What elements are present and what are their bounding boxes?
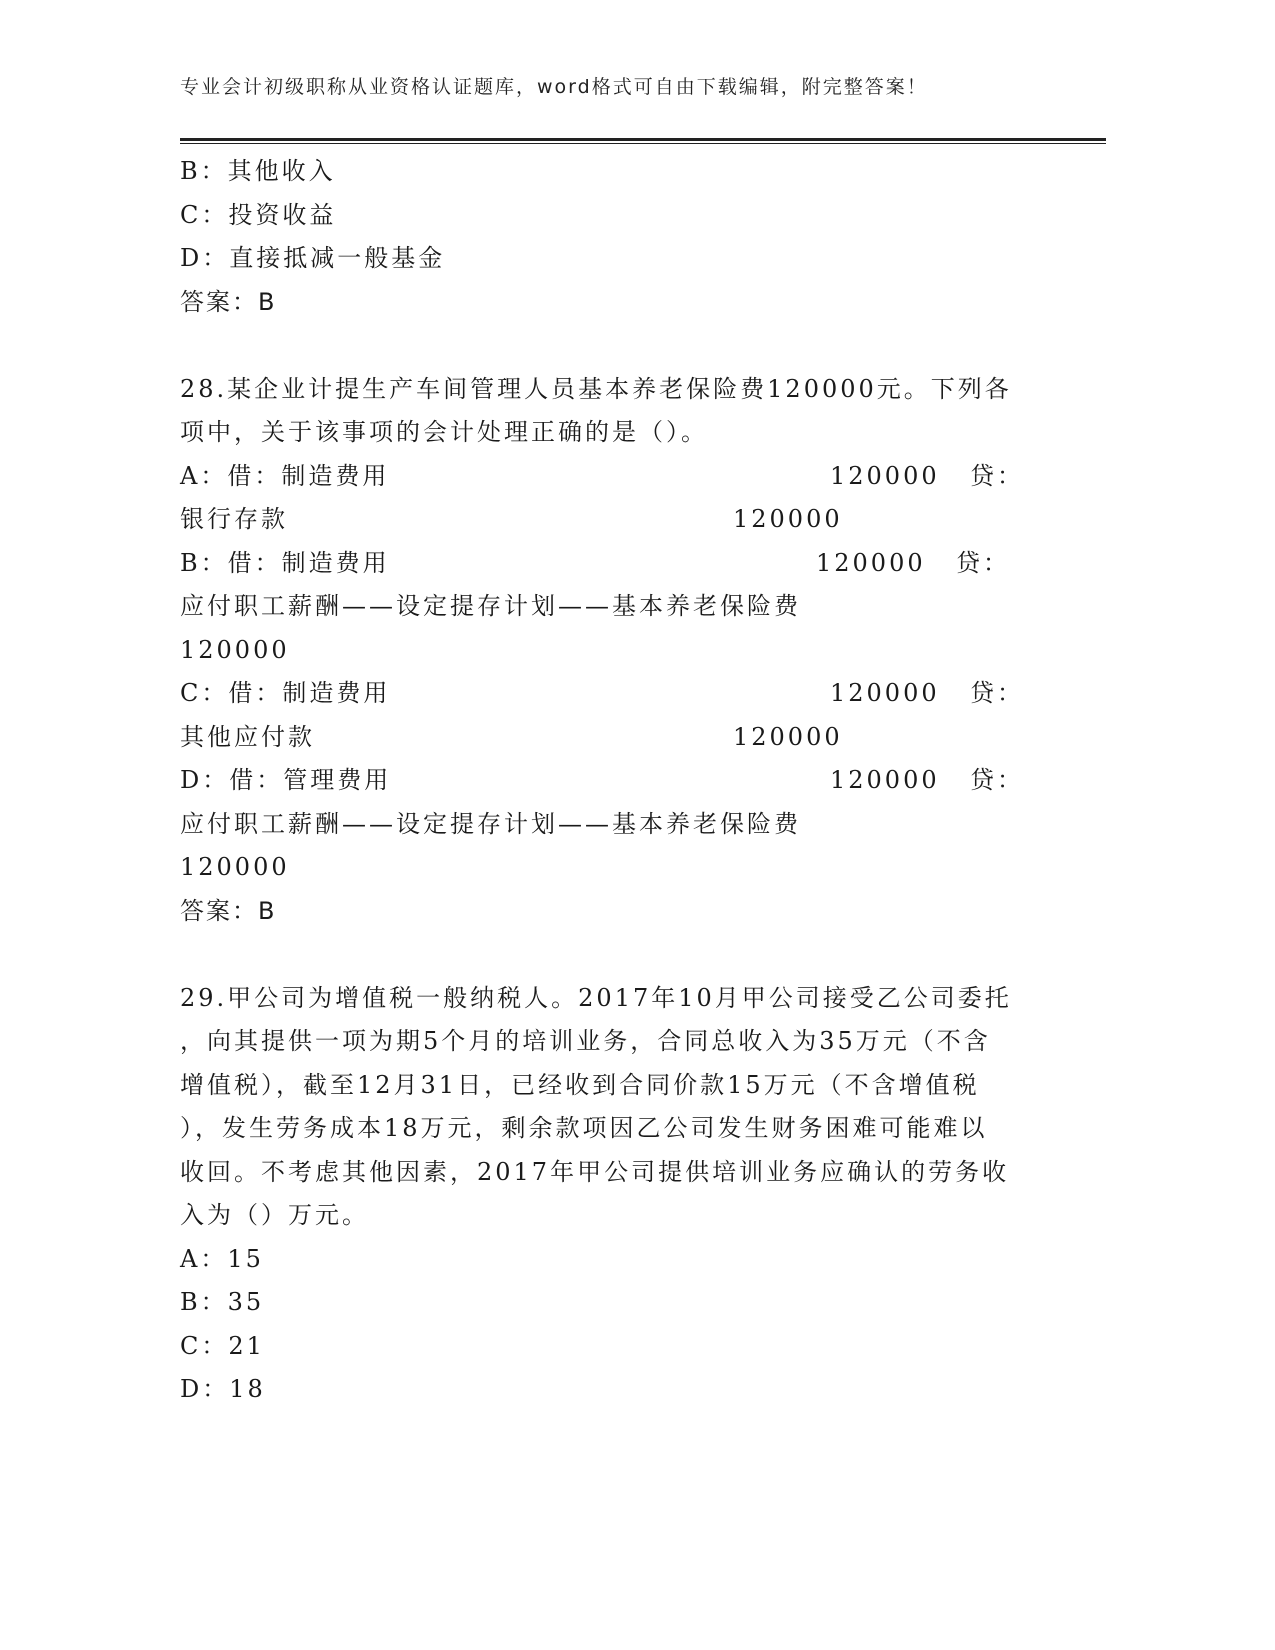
q29-option-b: B：35 — [180, 1288, 265, 1316]
q28-option-a-credit — [180, 498, 1030, 542]
debit-amount: 120000 — [816, 548, 926, 577]
page-header: 专业会计初级职称从业资格认证题库，word格式可自由下载编辑，附完整答案！ — [180, 76, 928, 98]
q29-stem-line: 入为（）万元。 — [180, 1201, 369, 1229]
q29-stem-line: 29.甲公司为增值税一般纳税人。2017年10月甲公司接受乙公司委托 — [180, 983, 1012, 1012]
debit-amount: 120000 — [830, 461, 940, 490]
option-label: B：借：制造费用 — [180, 548, 390, 577]
q29-option-c: C：21 — [180, 1331, 265, 1360]
credit-amount: 120000 — [180, 635, 290, 664]
q28-stem-line: 项中，关于该事项的会计处理正确的是（）。 — [180, 418, 708, 446]
q27-option-b: B：其他收入 — [180, 157, 336, 185]
q28-option-d — [180, 759, 1030, 803]
q28-stem-line: 28.某企业计提生产车间管理人员基本养老保险费120000元。下列各 — [180, 374, 1012, 403]
q27-option-d: D：直接抵减一般基金 — [180, 244, 446, 272]
header-rule — [180, 138, 1106, 141]
q29-stem-line: 增值税），截至12月31日，已经收到合同价款15万元（不含增值税 — [180, 1070, 980, 1099]
credit-account: 应付职工薪酬——设定提存计划——基本养老保险费 — [180, 809, 801, 838]
credit-label: 贷： — [970, 679, 1024, 707]
q28-option-b — [180, 542, 1030, 586]
q28-option-a — [180, 455, 1030, 499]
debit-amount: 120000 — [830, 766, 940, 794]
q29-stem-line: ），发生劳务成本18万元，剩余款项因乙公司发生财务困难可能难以 — [180, 1114, 988, 1142]
q29-stem-line: ，向其提供一项为期5个月的培训业务，合同总收入为35万元（不含 — [180, 1027, 991, 1055]
credit-amount: 120000 — [733, 722, 843, 751]
credit-account: 其他应付款 — [180, 722, 315, 751]
q29-option-d: D：18 — [180, 1375, 266, 1403]
credit-amount: 120000 — [733, 505, 843, 533]
credit-label: 贷： — [970, 766, 1024, 794]
q29-stem-line: 收回。不考虑其他因素，2017年甲公司提供培训业务应确认的劳务收 — [180, 1157, 1010, 1186]
document-body — [180, 150, 1030, 1412]
q29-option-a: A：15 — [180, 1244, 264, 1273]
debit-amount: 120000 — [830, 679, 940, 707]
credit-label: 贷： — [970, 461, 1024, 490]
q28-answer: 答案：B — [180, 896, 277, 925]
credit-account: 银行存款 — [180, 505, 288, 533]
credit-label: 贷： — [956, 548, 1010, 577]
option-label: C：借：制造费用 — [180, 679, 391, 707]
q28-option-c-credit — [180, 716, 1030, 760]
credit-amount: 120000 — [180, 853, 290, 881]
header-rule-thin — [180, 143, 1106, 144]
credit-account: 应付职工薪酬——设定提存计划——基本养老保险费 — [180, 592, 801, 620]
option-label: A：借：制造费用 — [180, 461, 390, 490]
option-label: D：借：管理费用 — [180, 766, 392, 794]
q27-answer: 答案：B — [180, 287, 277, 316]
q27-option-c: C：投资收益 — [180, 200, 337, 229]
q28-option-c — [180, 672, 1030, 716]
